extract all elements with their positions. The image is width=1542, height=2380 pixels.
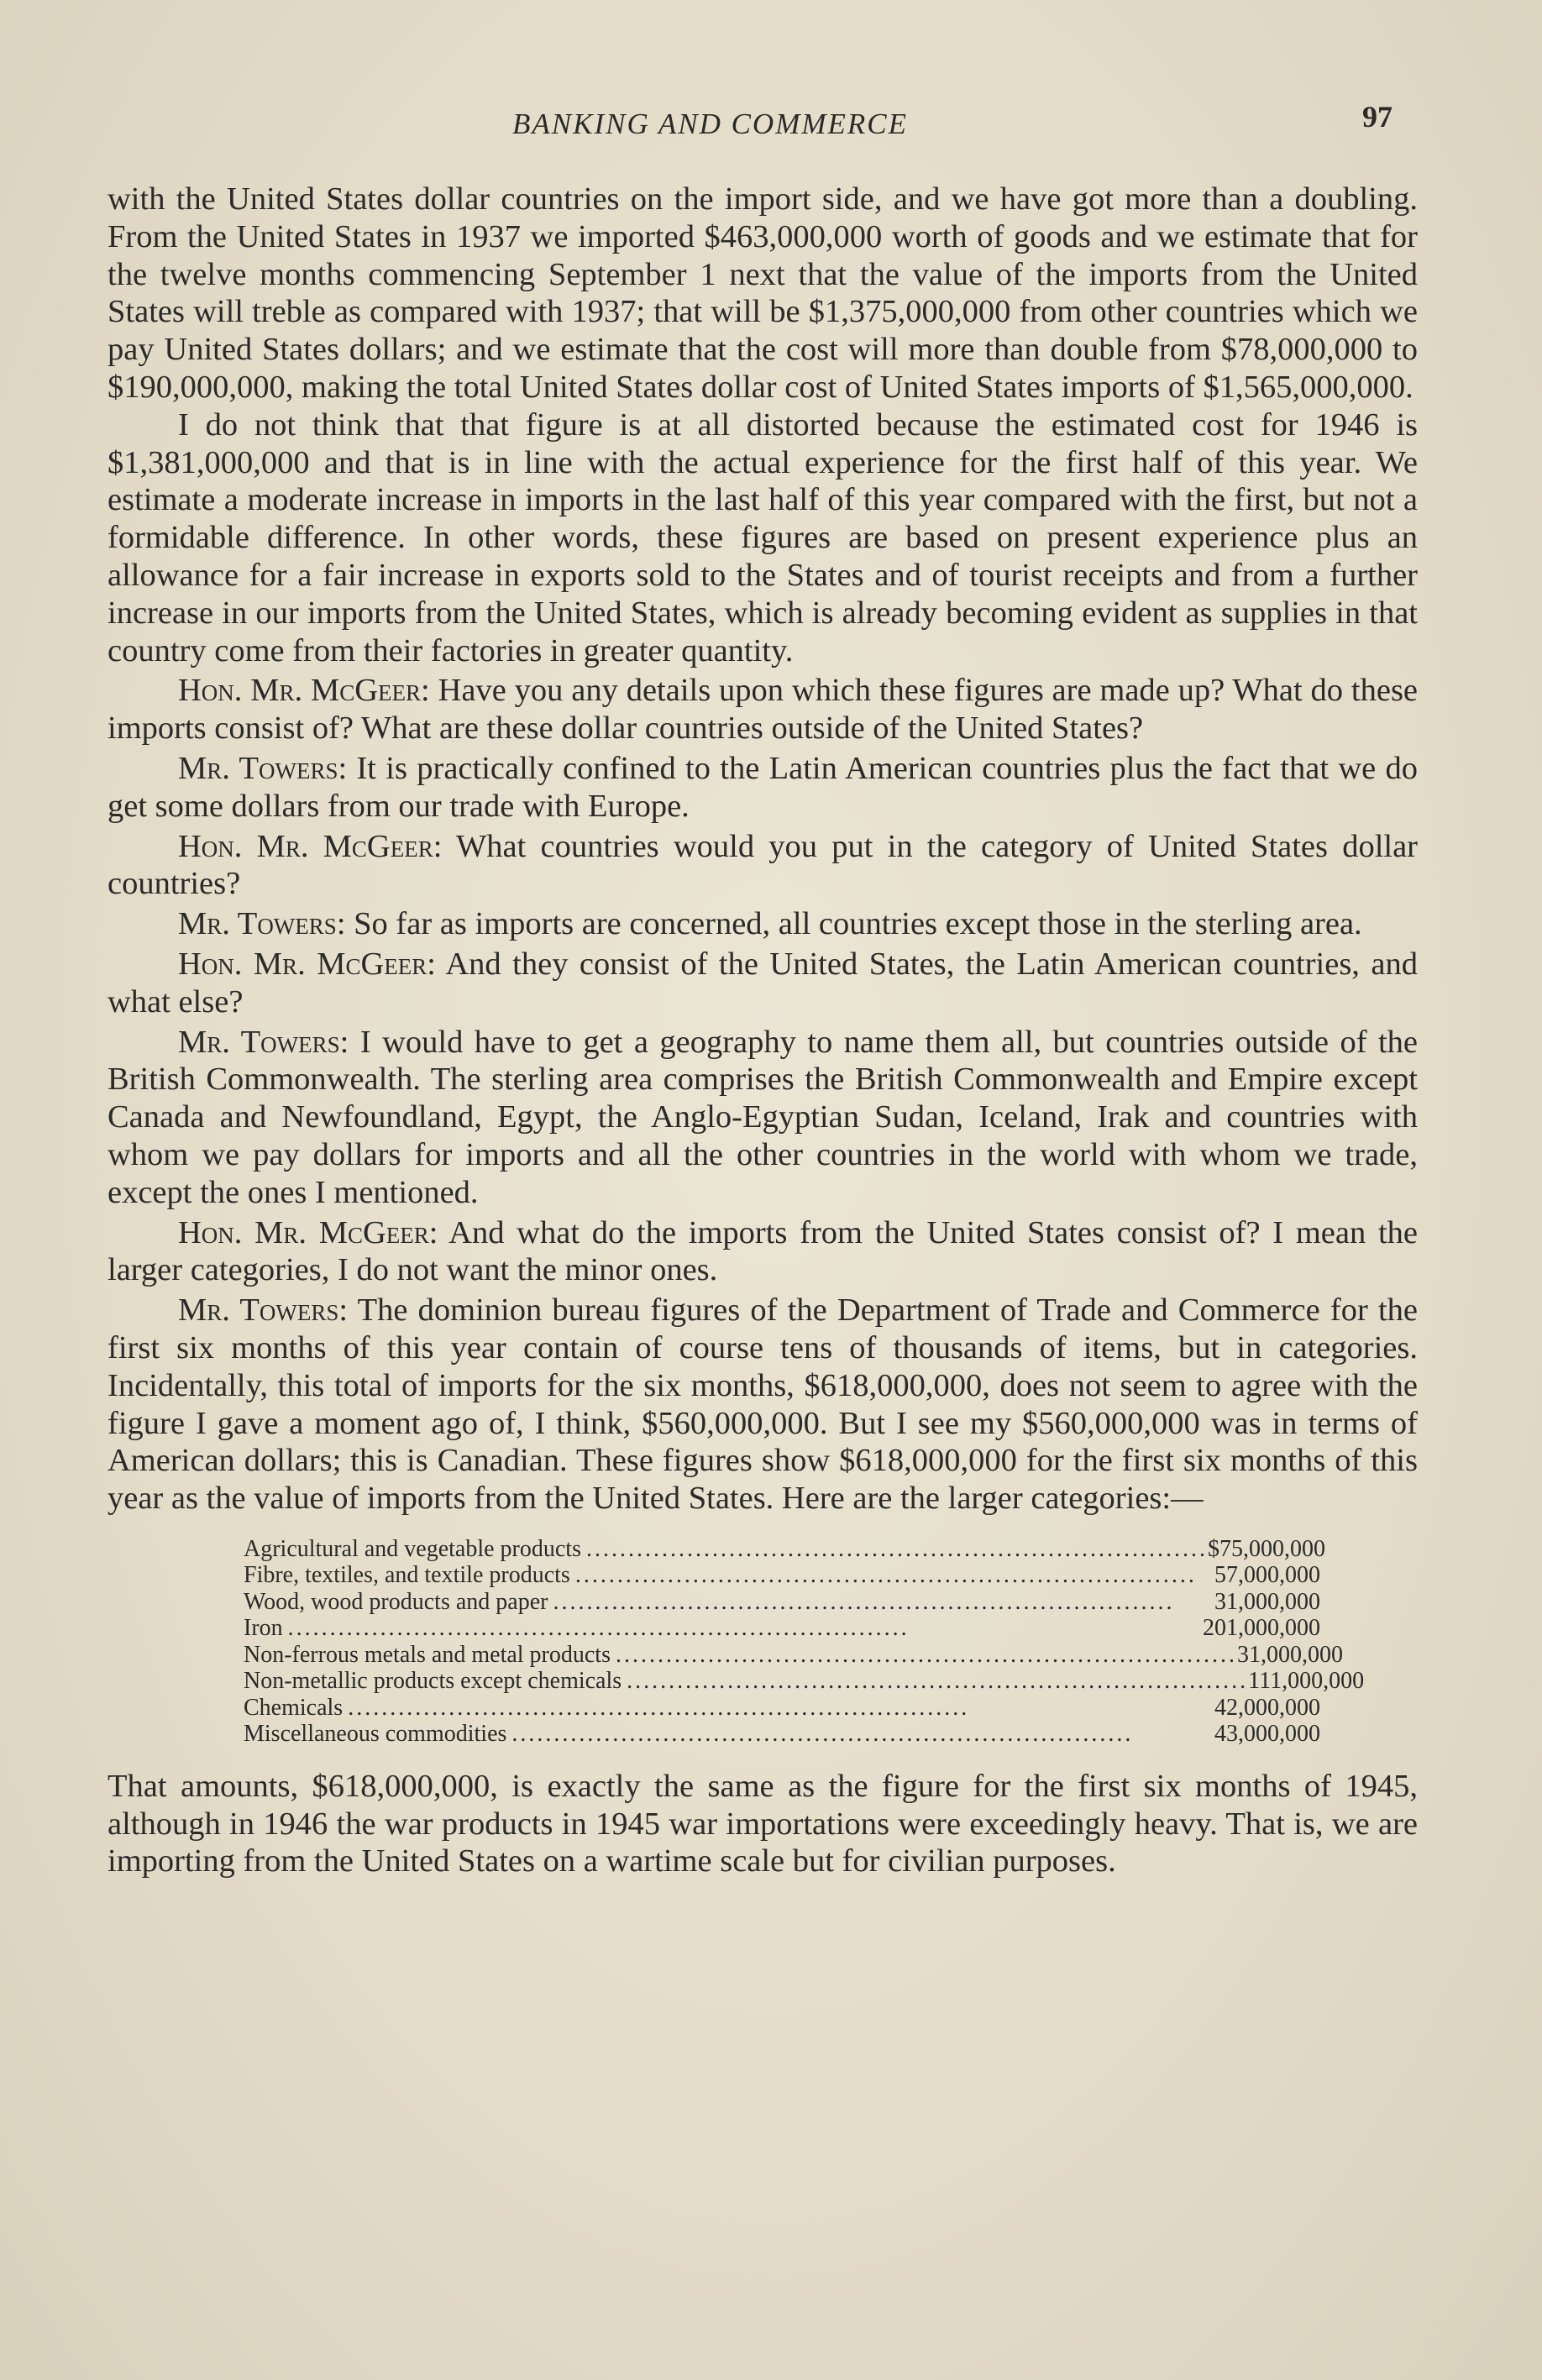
speaker-name: Hon. Mr. McGeer: (178, 673, 430, 709)
dialogue-paragraph (108, 672, 1418, 747)
paragraph: I do not think that that figure is at all distorted because the estimated cost for 1946 is $1,381,000,000 and that is in line with the actual experience for the first half of this year. We estimate a moderate increase in imports in the last half of this year compared with the first, but not a formidable difference. In other words, these figures are based on present experience plus an allowance for a fair increase in exports sold to the States and of tourist receipts and from a further increase in our imports from the United States, which is already becoming evident as supplies in that country come from their factories in greater quantity. (108, 406, 1418, 668)
body-text (108, 181, 1418, 1880)
speech-text: What countries would you put in the category of United States dollar countries? (108, 828, 1419, 902)
leader-dots: .......................................................................... (511, 1721, 1134, 1748)
paragraph: with the United States dollar countries on the import side, and we have got more than a doubling. From the United States in 1937 we imported $463,000,000 worth of goods and we estimate that for the twelve months commencing September 1 next that the value of the imports from the United States will treble as compared with 1937; that will be $1,375,000,000 from other countries which we pay United States dollars; and we estimate that the cost will more than double from $78,000,000 to $190,000,000, making the total United States dollar cost of United States imports of $1,565,000,000. (108, 181, 1418, 405)
category-value: 42,000,000 (1214, 1694, 1320, 1721)
speech-text: The dominion bureau figures of the Department of Trade and Commerce for the first six months of this year contain of course tens of thousands of items, but in categories. Incidentally, this total of imports for the six months, $618,000,000, does not seem to agree with the figure I gave a moment ago of, I think, $560,000,000. But I see my $560,000,000 was in terms of American dollars; this is Canadian. These figures show $618,000,000 for the first six months of this year as the value of imports from the United States. Here are the larger categories:— (108, 1292, 1418, 1517)
leader-dots: .......................................................................... (627, 1668, 1249, 1695)
import-categories-table (244, 1535, 1365, 1748)
table-row (244, 1721, 1320, 1748)
category-value: 201,000,000 (1203, 1615, 1320, 1642)
speaker-name: Mr. Towers: (178, 1024, 349, 1060)
category-value: 75,000,000 (1219, 1535, 1325, 1562)
table-row (244, 1668, 1365, 1695)
category-value: 31,000,000 (1214, 1588, 1320, 1615)
speaker-name: Mr. Towers: (178, 1292, 349, 1329)
dialogue-paragraph (108, 750, 1418, 826)
table-row (244, 1562, 1320, 1589)
speech-text: And they consist of the United States, the Latin American countries, and what else? (108, 946, 1418, 1020)
table-row (244, 1641, 1343, 1669)
table-row (244, 1589, 1320, 1616)
leader-dots: .......................................................................... (348, 1694, 970, 1721)
dialogue-paragraph (108, 1214, 1418, 1290)
category-value: 111,000,000 (1248, 1668, 1365, 1695)
table-row (244, 1535, 1325, 1563)
speech-text: It is practically confined to the Latin American countries plus the fact that we do get some dollars from our trade with Europe. (108, 750, 1419, 824)
category-value: 31,000,000 (1236, 1641, 1343, 1668)
currency-symbol: $ (1207, 1535, 1219, 1562)
speech-text: Have you any details upon which these figures are made up? What do these imports consist of? What are these dollar countries outside of the United States? (108, 673, 1419, 747)
speaker-name: Hon. Mr. McGeer: (178, 946, 436, 982)
speaker-name: Hon. Mr. McGeer: (178, 828, 443, 864)
running-header: BANKING AND COMMERCE (512, 107, 909, 140)
speaker-name: Mr. Towers: (178, 750, 348, 786)
category-label: Iron (244, 1615, 283, 1642)
speaker-name: Hon. Mr. McGeer: (178, 1214, 438, 1250)
leader-dots: .......................................................................... (574, 1562, 1197, 1589)
dialogue-paragraph (108, 946, 1418, 1021)
category-label: Agricultural and vegetable products (244, 1535, 581, 1562)
speech-text: I would have to get a geography to name them all, but countries outside of the British Commonwealth. The sterling area comprises the British Commonwealth and Empire except Canada and Newfoundland, Egypt, the Anglo-Egyptian Sudan, Iceland, Irak and countries with whom we pay dollars for imports and all the other countries in the world with whom we trade, except the ones I mentioned. (108, 1024, 1419, 1210)
category-label: Non-metallic products except chemicals (244, 1668, 622, 1695)
category-label: Chemicals (244, 1694, 344, 1721)
dialogue-paragraph (108, 905, 1418, 943)
category-label: Miscellaneous commodities (244, 1721, 507, 1748)
category-label: Non-ferrous metals and metal products (244, 1641, 611, 1668)
table-row (244, 1615, 1320, 1642)
dialogue-paragraph (108, 1292, 1418, 1518)
category-value: 57,000,000 (1214, 1562, 1320, 1589)
table-row (244, 1695, 1320, 1722)
closing-paragraph: That amounts, $618,000,000, is exactly the same as the figure for the first six months of 1945, although in 1946 the war products in 1945 war importations were exceedingly heavy. That is, we are importing from the United States on a wartime scale but for civilian purposes. (108, 1768, 1418, 1879)
leader-dots: .......................................................................... (585, 1535, 1208, 1562)
leader-dots: .......................................................................... (287, 1615, 910, 1642)
speech-text: And what do the imports from the United States consist of? I mean the larger categories, I do not want the minor ones. (108, 1214, 1418, 1288)
page-number: 97 (1362, 100, 1393, 134)
speech-text: So far as imports are concerned, all countries except those in the sterling area. (354, 906, 1362, 942)
category-value: 43,000,000 (1214, 1721, 1320, 1748)
dialogue-paragraph (108, 1024, 1418, 1212)
speaker-name: Mr. Towers: (178, 906, 346, 942)
category-label: Fibre, textiles, and textile products (244, 1562, 570, 1589)
dialogue-paragraph (108, 828, 1418, 904)
category-label: Wood, wood products and paper (244, 1588, 548, 1615)
leader-dots: .......................................................................... (553, 1588, 1175, 1615)
leader-dots: .......................................................................... (615, 1641, 1237, 1668)
